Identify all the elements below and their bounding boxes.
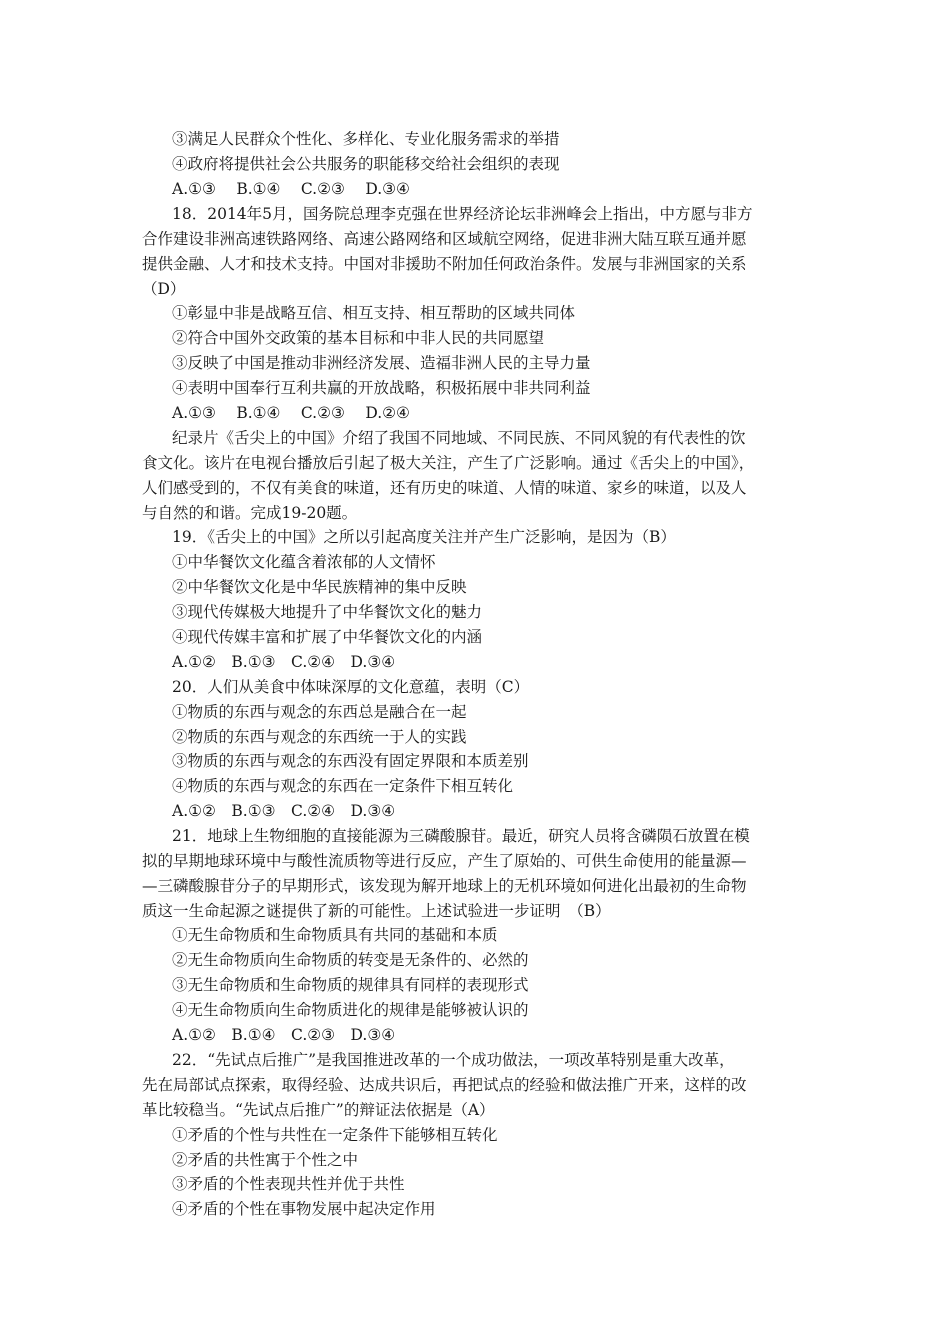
q22-stem-line-1: 22．“先试点后推广”是我国推进改革的一个成功做法，一项改革特别是重大改革，	[172, 1051, 735, 1069]
q18-choices: A.①③ B.①④ C.②③ D.②④	[172, 404, 410, 422]
q18-option-3: ③反映了中国是推动非洲经济发展、造福非洲人民的主导力量	[172, 354, 591, 372]
q17-option-3: ③满足人民群众个性化、多样化、专业化服务需求的举措	[172, 130, 560, 148]
q21-option-4: ④无生命物质向生命物质进化的规律是能够被认识的	[172, 1001, 529, 1019]
q18-stem-line-3: 提供金融、人才和技术支持。中国对非援助不附加任何政治条件。发展与非洲国家的关系	[142, 255, 747, 273]
q19-option-4: ④现代传媒丰富和扩展了中华餐饮文化的内涵	[172, 628, 483, 646]
q21-option-2: ②无生命物质向生命物质的转变是无条件的、必然的	[172, 951, 529, 969]
q22-option-3: ③矛盾的个性表现共性并优于共性	[172, 1175, 405, 1193]
q22-stem-line-2: 先在局部试点探索，取得经验、达成共识后，再把试点的经验和做法推广开来，这样的改	[142, 1076, 747, 1094]
q18-option-2: ②符合中国外交政策的基本目标和中非人民的共同愿望	[172, 329, 545, 347]
q22-option-2: ②矛盾的共性寓于个性之中	[172, 1151, 359, 1169]
q19-option-1: ①中华餐饮文化蕴含着浓郁的人文情怀	[172, 553, 436, 571]
q20-option-1: ①物质的东西与观念的东西总是融合在一起	[172, 703, 467, 721]
passage-line-4: 与自然的和谐。完成19-20题。	[142, 504, 358, 522]
q21-option-3: ③无生命物质和生命物质的规律具有同样的表现形式	[172, 976, 529, 994]
q18-stem-line-1: 18．2014年5月，国务院总理李克强在世界经济论坛非洲峰会上指出，中方愿与非方	[172, 205, 753, 223]
q20-choices: A.①② B.①③ C.②④ D.③④	[172, 802, 396, 820]
q22-stem-line-3: 革比较稳当。“先试点后推广”的辩证法依据是（A）	[142, 1101, 495, 1119]
q18-option-4: ④表明中国奉行互利共赢的开放战略，积极拓展中非共同利益	[172, 379, 591, 397]
q19-option-3: ③现代传媒极大地提升了中华餐饮文化的魅力	[172, 603, 483, 621]
q21-choices: A.①② B.①④ C.②③ D.③④	[172, 1026, 396, 1044]
q21-stem-line-4: 质这一生命起源之谜提供了新的可能性。上述试验进一步证明 （B）	[142, 902, 611, 920]
q17-option-4: ④政府将提供社会公共服务的职能移交给社会组织的表现	[172, 155, 560, 173]
q19-stem: 19．《舌尖上的中国》之所以引起高度关注并产生广泛影响，是因为（B）	[172, 528, 676, 546]
q21-stem-line-2: 拟的早期地球环境中与酸性流质物等进行反应，产生了原始的、可供生命使用的能量源—	[142, 852, 747, 870]
q22-option-1: ①矛盾的个性与共性在一定条件下能够相互转化	[172, 1126, 498, 1144]
q20-option-2: ②物质的东西与观念的东西统一于人的实践	[172, 728, 467, 746]
q18-stem-line-2: 合作建设非洲高速铁路网络、高速公路网络和区域航空网络，促进非洲大陆互联互通并愿	[142, 230, 747, 248]
passage-line-3: 人们感受到的，不仅有美食的味道，还有历史的味道、人情的味道、家乡的味道，以及人	[142, 479, 747, 497]
q20-option-4: ④物质的东西与观念的东西在一定条件下相互转化	[172, 777, 514, 795]
q21-option-1: ①无生命物质和生命物质具有共同的基础和本质	[172, 926, 498, 944]
q21-stem-line-3: —三磷酸腺苷分子的早期形式，该发现为解开地球上的无机环境如何进化出最初的生命物	[142, 877, 747, 895]
q18-answer: （D）	[142, 280, 186, 298]
q21-stem-line-1: 21．地球上生物细胞的直接能源为三磷酸腺苷。最近，研究人员将含磷陨石放置在模	[172, 827, 750, 845]
q17-choices: A.①③ B.①④ C.②③ D.③④	[172, 180, 410, 198]
q19-choices: A.①② B.①③ C.②④ D.③④	[172, 653, 396, 671]
passage-line-1: 纪录片《舌尖上的中国》介绍了我国不同地域、不同民族、不同风貌的有代表性的饮	[172, 429, 746, 447]
q22-option-4: ④矛盾的个性在事物发展中起决定作用	[172, 1200, 436, 1218]
q20-stem: 20．人们从美食中体味深厚的文化意蕴，表明（C）	[172, 678, 530, 696]
passage-line-2: 食文化。该片在电视台播放后引起了极大关注，产生了广泛影响。通过《舌尖上的中国》，	[142, 454, 755, 472]
q19-option-2: ②中华餐饮文化是中华民族精神的集中反映	[172, 578, 467, 596]
q20-option-3: ③物质的东西与观念的东西没有固定界限和本质差别	[172, 752, 529, 770]
q18-option-1: ①彰显中非是战略互信、相互支持、相互帮助的区域共同体	[172, 304, 576, 322]
